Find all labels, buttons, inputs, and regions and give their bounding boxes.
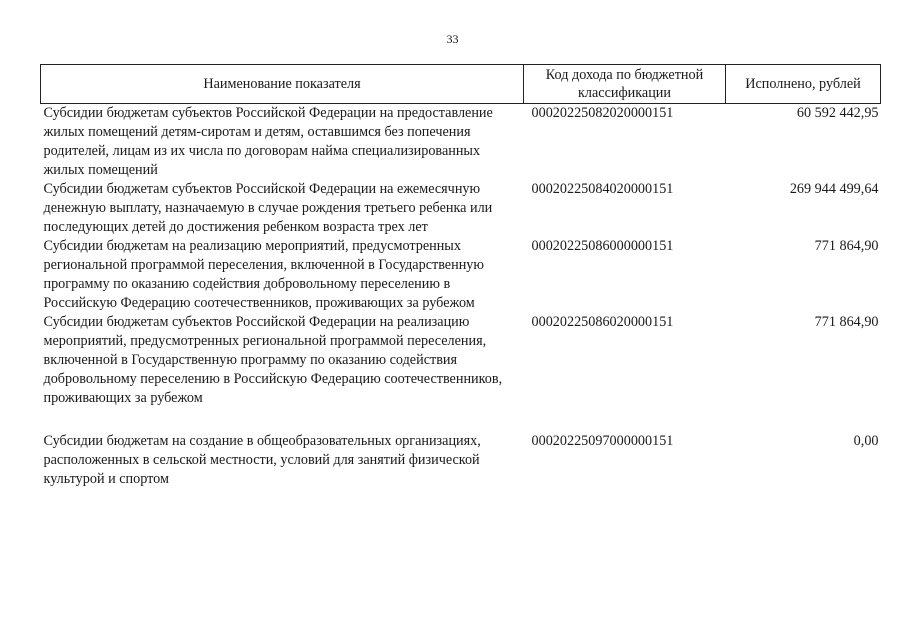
table-row bbox=[41, 180, 881, 237]
header-amount: Исполнено, рублей bbox=[726, 65, 881, 104]
row-code: 00020225086020000151 bbox=[531, 314, 674, 330]
row-code: 00020225082020000151 bbox=[531, 105, 674, 121]
row-code: 00020225084020000151 bbox=[531, 181, 674, 197]
row-name: Субсидии бюджетам на создание в общеобразовательных организациях, расположенных в сельской местности, условий для занятий физической культурой и спортом bbox=[43, 433, 481, 487]
row-name: Субсидии бюджетам субъектов Российской Федерации на ежемесячную денежную выплату, назначаемую в случае рождения третьего ребенка или последующих детей до достижения ребенком возраста трех лет bbox=[43, 181, 493, 235]
page-number: 33 bbox=[446, 32, 459, 46]
row-amount: 771 864,90 bbox=[814, 238, 879, 254]
row-code: 00020225097000000151 bbox=[531, 433, 674, 449]
row-name: Субсидии бюджетам на реализацию мероприятий, предусмотренных региональной программой переселения, включенной в Государственную программу по оказанию содействия добровольному переселению в Российскую Федерацию соотечественников, проживающих за рубежом bbox=[43, 238, 484, 311]
table-header-row bbox=[41, 65, 881, 104]
row-amount: 771 864,90 bbox=[814, 314, 879, 330]
row-name: Субсидии бюджетам субъектов Российской Федерации на предоставление жилых помещений детям-сиротам и детям, оставшимся без попечения родителей, лицам из их числа по договорам найма специализированных жилых помещений bbox=[43, 105, 493, 178]
table-row bbox=[41, 237, 881, 313]
spacer-row bbox=[41, 408, 881, 432]
header-name: Наименование показателя bbox=[41, 65, 524, 104]
table-row bbox=[41, 104, 881, 181]
row-amount: 269 944 499,64 bbox=[789, 181, 879, 197]
table-row bbox=[41, 313, 881, 408]
budget-table bbox=[40, 64, 881, 489]
row-amount: 60 592 442,95 bbox=[796, 105, 879, 121]
header-code: Код дохода по бюджетной классификации bbox=[524, 65, 726, 104]
row-name: Субсидии бюджетам субъектов Российской Федерации на реализацию мероприятий, предусмотренных региональной программой переселения, включенной в Государственную программу по оказанию содействия добровольному переселению в Российскую Федерацию соотечественников, проживающих за рубежом bbox=[43, 314, 503, 406]
row-amount: 0,00 bbox=[853, 433, 879, 449]
table-row bbox=[41, 432, 881, 489]
row-code: 00020225086000000151 bbox=[531, 238, 674, 254]
